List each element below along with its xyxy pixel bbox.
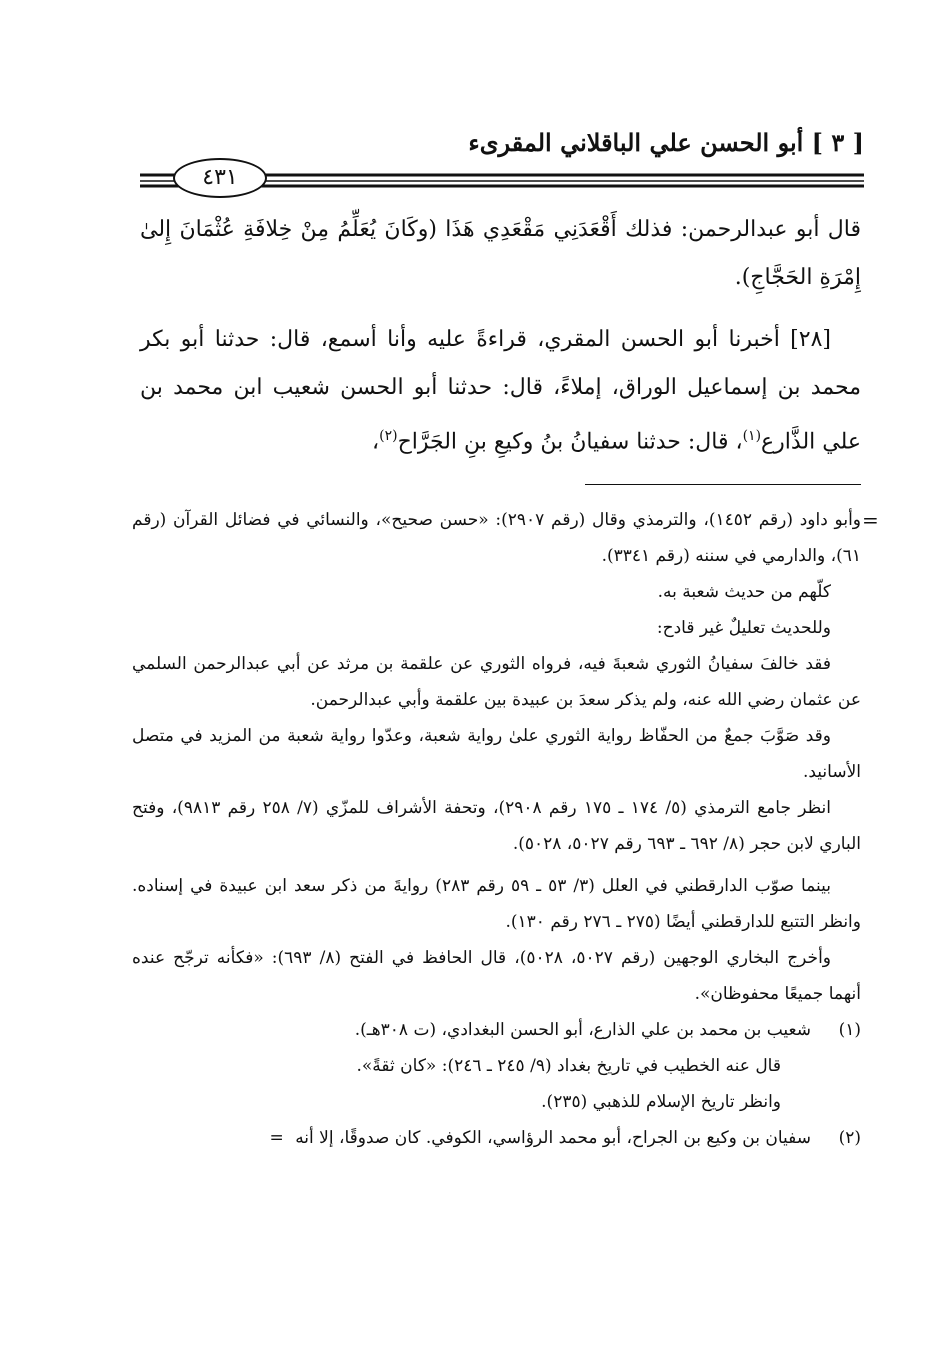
paragraph-2-part-1: [٢٨] أخبرنا أبو الحسن المقري، قراءةً عليه وأنا أسمع، قال: حدثنا أبو بكر محمد بن إسماعيل الوراق، إملاءً، قال: حدثنا أبو الحسن شعيب ابن محمد بن علي الذَّارع [140,327,861,455]
footnote-line: فقد خالفَ سفيانُ الثوري شعبةَ فيه، فرواه الثوري عن علقمة بن مرثد عن أبي عبدالرحمن السلمي عن عثمان رضي الله عنه، ولم يذكر سعدَ بن عبيدة بين علقمة وأبي عبدالرحمن. [132,654,861,710]
footnote-divider [585,484,861,485]
paragraph-2-part-3: ، [371,429,380,455]
main-paragraph-1: قال أبو عبدالرحمن: فذلك أَقْعَدَنِي مَقْعَدِي هَذَا (وكَانَ يُعَلِّمُ مِنْ خِلافَةِ عُثْمَانَ إِلىٰ إِمْرَةِ الحَجَّاجِ). [140,217,861,290]
running-head: [ ٣ ] أبو الحسن علي الباقلاني المقرىء [468,128,864,157]
footnote-1 [132,1012,861,1048]
footnote-2-number: (٢) [838,1128,861,1148]
footnote-line: بينما صوّب الدارقطني في العلل (٣/ ٥٣ ـ ٥٩ رقم ٢٨٣) روايةَ من ذكر سعد ابن عبيدة في إسناده. وانظر التتبع للدارقطني أيضًا (٢٧٥ ـ ٢٧٦ رقم ١٣٠). [132,876,861,932]
footnote-2 [132,1120,861,1156]
footnote-1-number: (١) [838,1020,861,1040]
footnote-2-continuation-mark: = [269,1128,284,1148]
footnote-1-line: وانظر تاريخ الإسلام للذهبي (٢٣٥). [541,1092,781,1112]
footnote-line: وأبو داود (رقم ١٤٥٢)، والترمذي وقال (رقم ٢٩٠٧): «حسن صحيح»، والنسائي في فضائل القرآن (رقم ٦١)، والدارمي في سننه (رقم ٣٣٤١). [132,510,861,566]
footnote-line: وقد صَوَّبَ جمعٌ من الحفّاظ رواية الثوري علىٰ رواية شعبة، وعدّوا رواية شعبة من المزيد في متصل الأسانيد. [132,726,861,782]
footnote-1-text: شعيب بن محمد بن علي الذارع، أبو الحسن البغدادي، (ت ٣٠٨هـ). [354,1020,811,1040]
main-text [140,206,861,466]
footnote-continuation-mark: = [862,508,879,532]
paragraph-2-part-2: ، قال: حدثنا سفيانُ بنُ وكيعِ بنِ الجَرَّاح [397,429,743,455]
footnotes [132,502,861,1156]
main-paragraph-2 [140,316,861,466]
footnote-ref-1[interactable]: (١) [742,428,762,444]
footnote-ref-2[interactable]: (٢) [379,428,398,444]
footnote-1-line: قال عنه الخطيب في تاريخ بغداد (٩/ ٢٤٥ ـ ٢٤٦): «كان ثقةً». [356,1056,781,1076]
page-number: ٤٣١ [173,158,267,198]
footnote-line: وأخرج البخاري الوجهين (رقم ٥٠٢٧، ٥٠٢٨)، قال الحافظ في الفتح (٨/ ٦٩٣): «فكأنه ترجّح عنده أنهما جميعًا محفوظان». [132,948,861,1004]
footnote-line: انظر جامع الترمذي (٥/ ١٧٤ ـ ١٧٥ رقم ٢٩٠٨)، وتحفة الأشراف للمزّي (٧/ ٢٥٨ رقم ٩٨١٣)، وفتح الباري لابن حجر (٨/ ٦٩٢ ـ ٦٩٣ رقم ٥٠٢٧، ٥٠٢٨). [132,798,861,854]
footnote-line: كلّهم من حديث شعبة به. [657,582,831,602]
footnote-2-text: سفيان بن وكيع بن الجراح، أبو محمد الرؤاسي، الكوفي. كان صدوقًا، إلا أنه [295,1128,811,1148]
footnote-line: وللحديث تعليلٌ غير قادح: [656,618,831,638]
